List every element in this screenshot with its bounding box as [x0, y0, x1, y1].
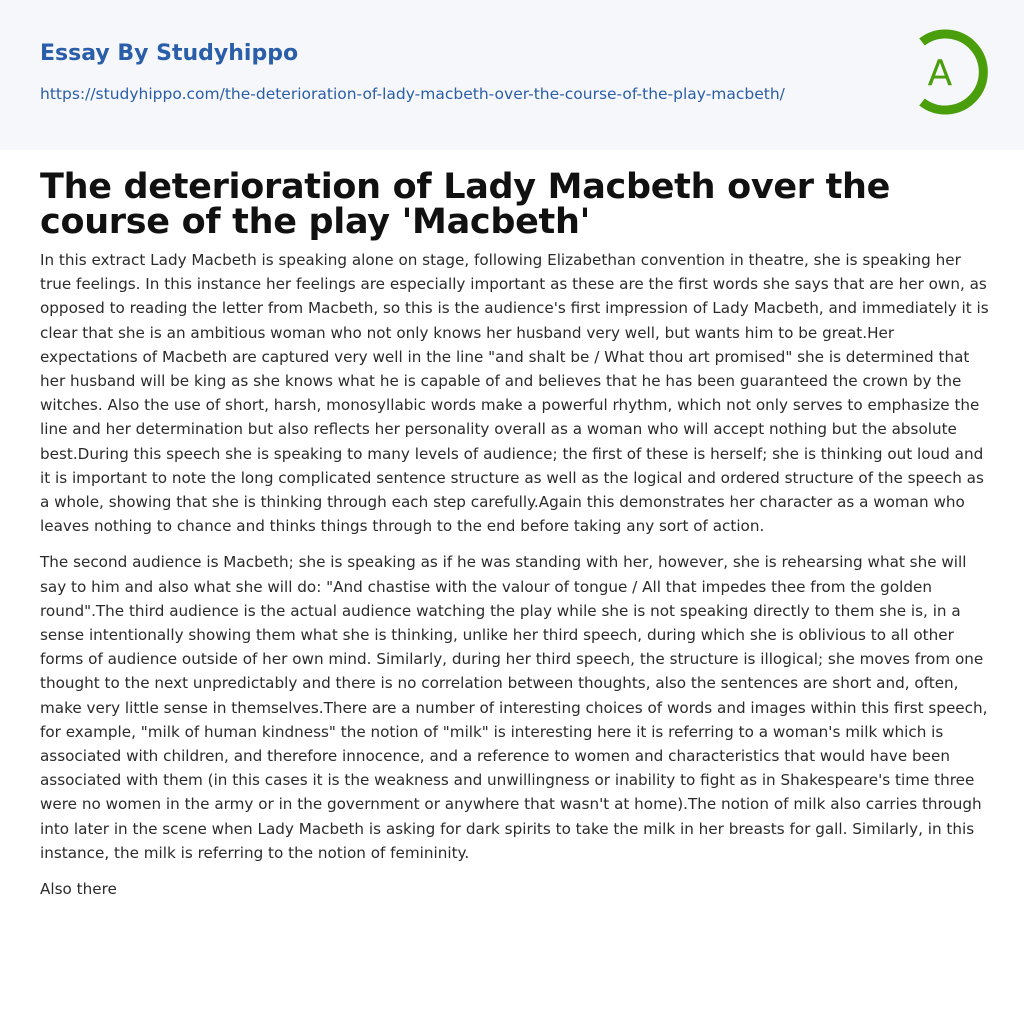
- paragraph: The second audience is Macbeth; she is speaking as if he was standing with her, however, she is rehearsing what she will say to him and also what she will do: "And chastise with the valour of tongue / All that impedes thee from the golden round".The third audience is the actual audience watching the play while she is not speaking directly to them she is, in a sense intentionally showing them what she is thinking, unlike her third speech, during which she is oblivious to all other forms of audience outside of her own mind. Similarly, during her third speech, the structure is illogical; she moves from one thought to the next unpredictably and there is no correlation between thoughts, also the sentences are short and, often, make very little sense in themselves.There are a number of interesting choices of words and images within this first speech, for example, "milk of human kindness" the notion of "milk" is interesting here it is referring to a woman's milk which is associated with children, and therefore innocence, and a reference to women and characteristics that would have been associated with them (in this cases it is the weakness and unwillingness or inability to fight as in Shakespeare's time three were no women in the army or in the government or anywhere that wasn't at home).The notion of milk also carries through into later in the scene when Lady Macbeth is asking for dark spirits to take the milk in her breasts for gall. Similarly, in this instance, the milk is referring to the notion of femininity.: [40, 553, 988, 862]
- essay-body: [40, 248, 990, 913]
- studyhippo-logo-icon: [908, 28, 988, 116]
- page-title: The deterioration of Lady Macbeth over the course of the play 'Macbeth': [40, 167, 891, 242]
- source-url-link[interactable]: https://studyhippo.com/the-deterioration-of-lady-macbeth-over-the-course-of-the-play-macbeth/: [40, 85, 785, 103]
- logo-letter: A: [927, 53, 953, 94]
- paragraph: Also there: [40, 880, 117, 899]
- site-header: [0, 0, 1024, 150]
- brand-title: Essay By Studyhippo: [40, 41, 299, 66]
- paragraph: In this extract Lady Macbeth is speaking alone on stage, following Elizabethan convention in theatre, she is speaking her true feelings. In this instance her feelings are especially important as these are the first words she says that are her own, as opposed to reading the letter from Macbeth, so this is the audience's first impression of Lady Macbeth, and immediately it is clear that she is an ambitious woman who not only knows her husband very well, but wants him to be great.Her expectations of Macbeth are captured very well in the line "and shalt be / What thou art promised" she is determined that her husband will be king as she knows what he is capable of and believes that he has been guaranteed the crown by the witches. Also the use of short, harsh, monosyllabic words make a powerful rhythm, which not only serves to emphasize the line and her determination but also reflects her personality overall as a woman who will accept nothing but the absolute best.During this speech she is speaking to many levels of audience; the first of these is herself; she is thinking out loud and it is important to note the long complicated sentence structure as well as the logical and ordered structure of the speech as a whole, showing that she is thinking through each step carefully.Again this demonstrates her character as a woman who leaves nothing to chance and thinks things through to the end before taking any sort of action.: [40, 251, 989, 536]
